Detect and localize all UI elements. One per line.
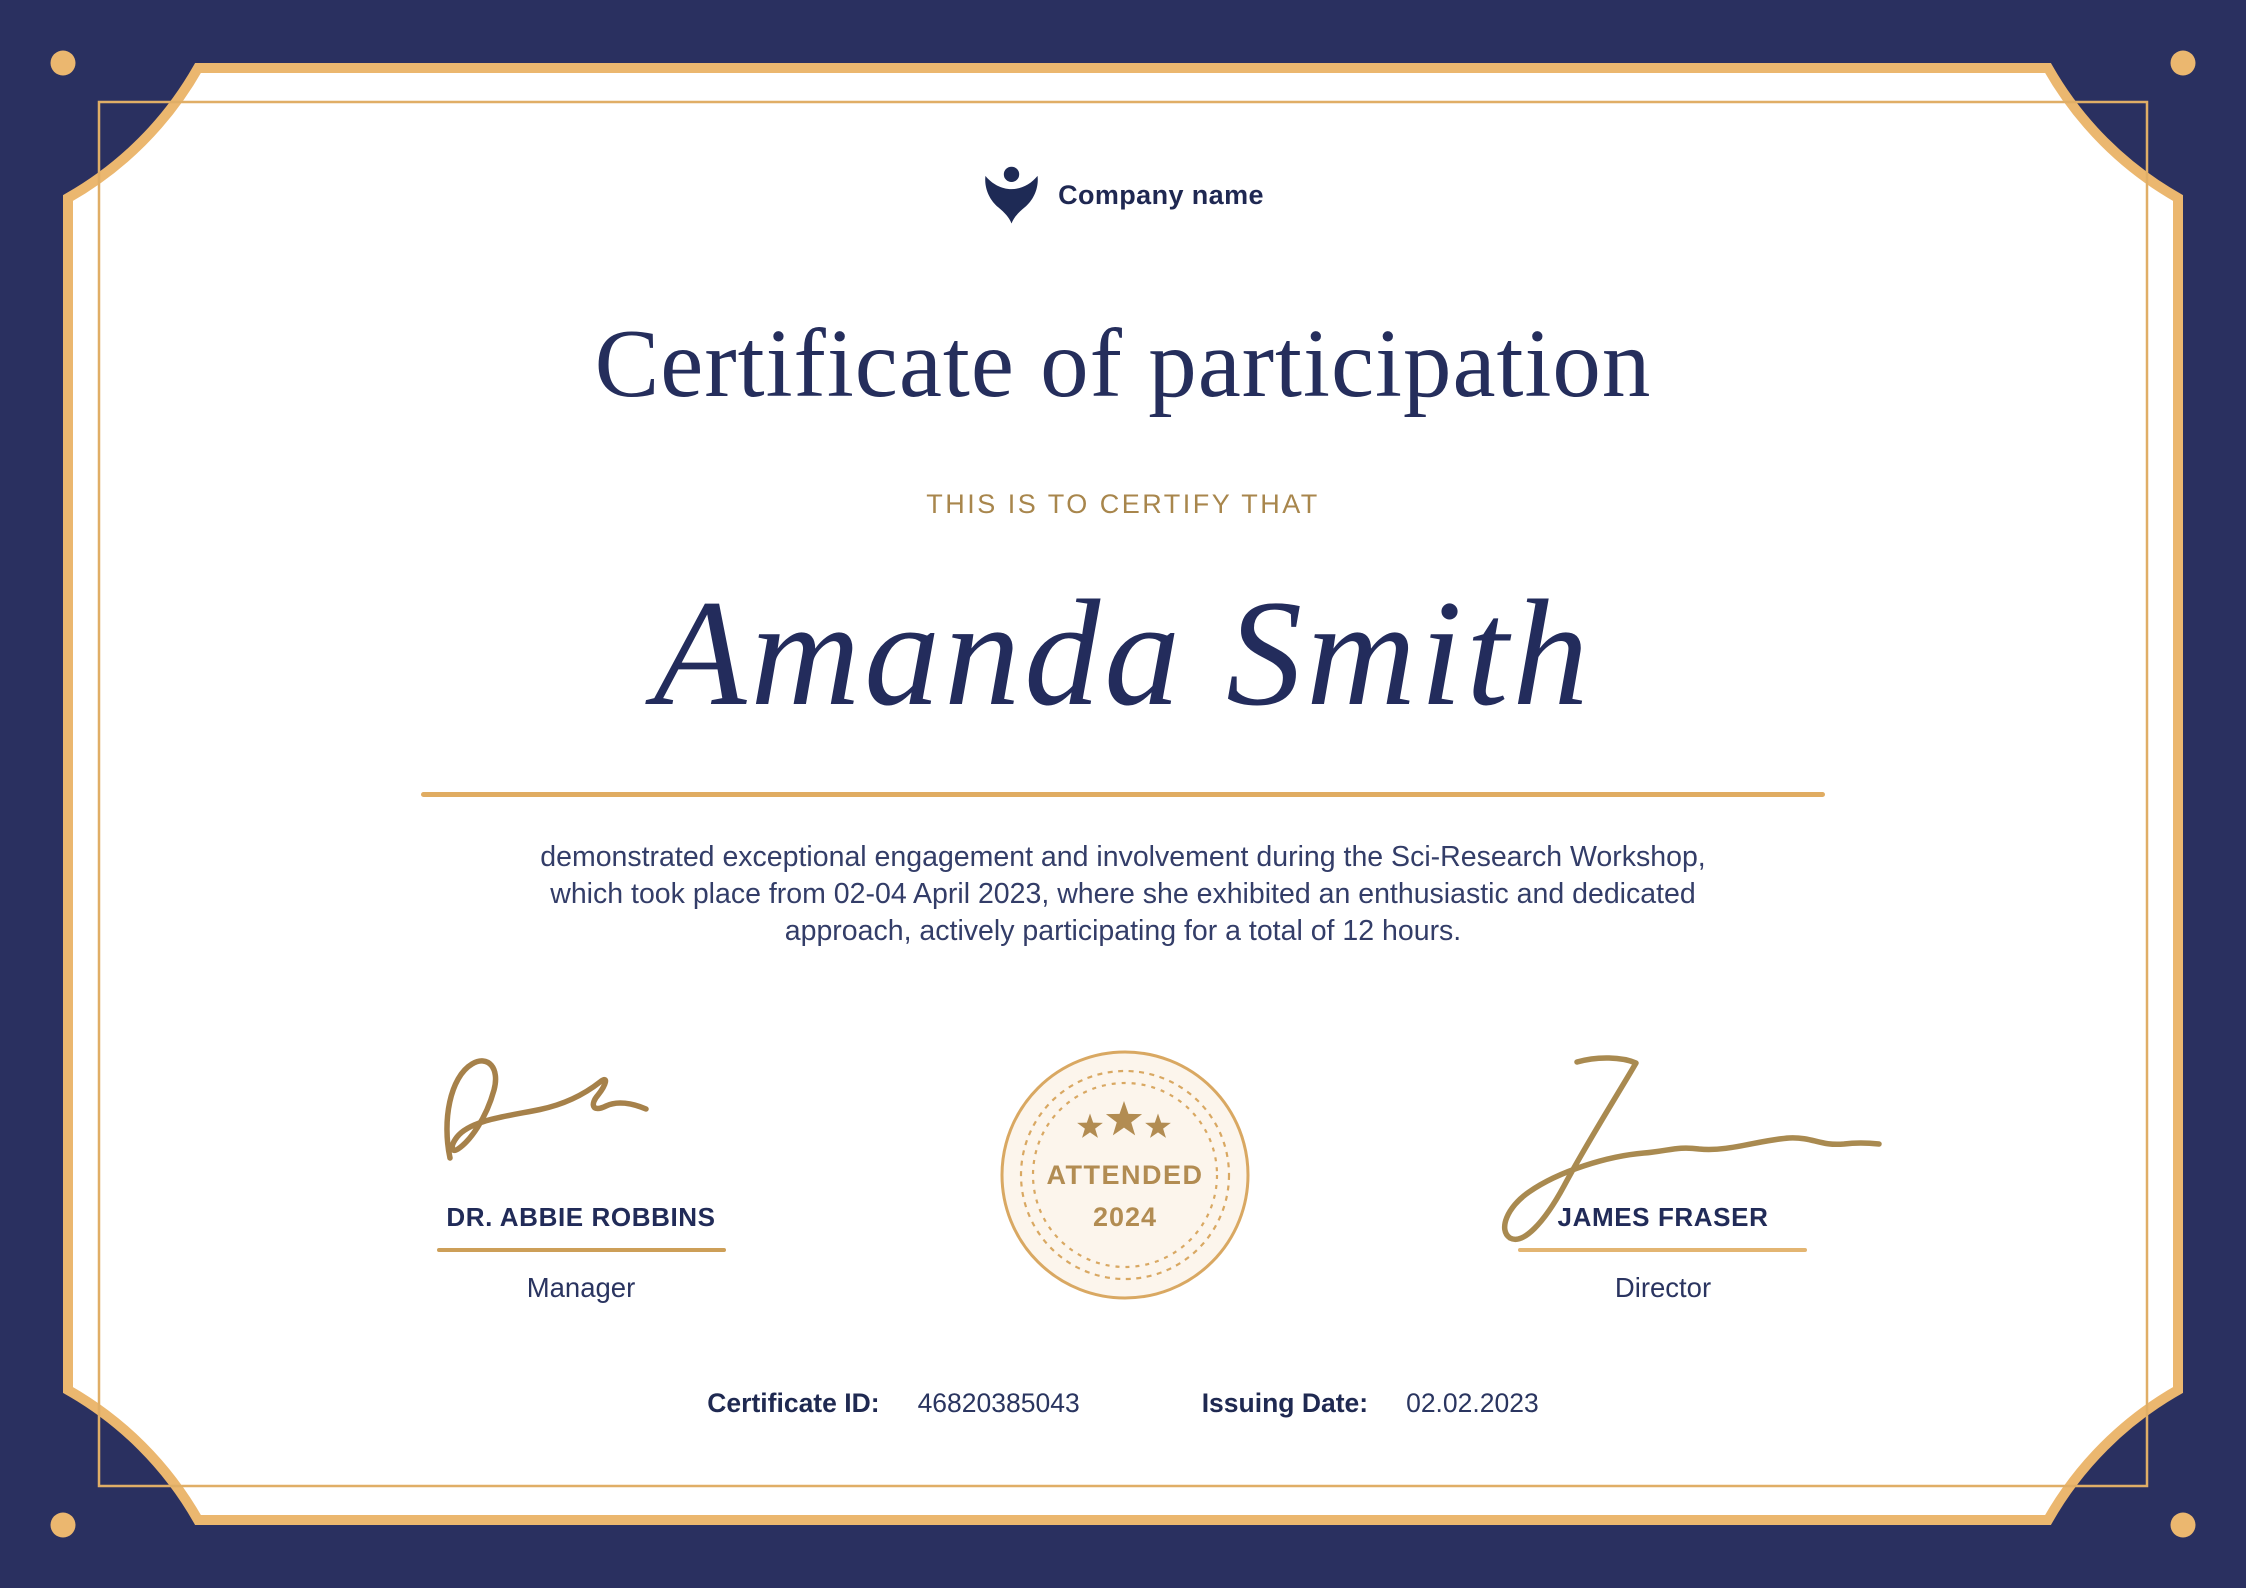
company-name: Company name [1058, 179, 1264, 210]
certify-subtitle: THIS IS TO CERTIFY THAT [926, 489, 1320, 519]
body-line-3: approach, actively participating for a total of 12 hours. [784, 915, 1462, 947]
corner-dot-bottom-left [51, 1513, 76, 1538]
certificate-footer [0, 1388, 2246, 1419]
issuing-date-value: 02.02.2023 [1406, 1388, 1539, 1418]
attended-badge [998, 1048, 1252, 1302]
certificate-id-label: Certificate ID: [707, 1388, 880, 1418]
badge-year: 2024 [1092, 1202, 1158, 1232]
signatory-role-right: Director [1614, 1272, 1712, 1303]
signatory-name-left: DR. ABBIE ROBBINS [446, 1202, 716, 1232]
corner-dot-bottom-right [2171, 1513, 2196, 1538]
body-line-2: which took place from 02-04 April 2023, where she exhibited an enthusiastic and dedicated [550, 878, 1696, 910]
certificate-id-value: 46820385043 [917, 1388, 1080, 1418]
corner-dot-top-right [2171, 51, 2196, 76]
certificate-body [0, 839, 2246, 950]
signature-underline-right [1518, 1248, 1807, 1252]
signature-underline-left [437, 1248, 726, 1252]
company-logo [0, 163, 2246, 227]
name-divider-line [421, 792, 1825, 797]
badge-attended-label: ATTENDED [1046, 1160, 1204, 1190]
recipient-name: Amanda Smith [653, 569, 1593, 737]
signatory-name-right: JAMES FRASER [1557, 1202, 1769, 1232]
issuing-date-label: Issuing Date: [1201, 1388, 1369, 1418]
signature-abbie-robbins [420, 1045, 690, 1180]
signatory-role-left: Manager [526, 1272, 636, 1303]
certificate-title: Certificate of participation [594, 310, 1652, 417]
body-line-1: demonstrated exceptional engagement and involvement during the Sci-Research Workshop, [540, 841, 1706, 873]
person-raised-arms-icon [982, 166, 1041, 225]
corner-dot-top-left [51, 51, 76, 76]
